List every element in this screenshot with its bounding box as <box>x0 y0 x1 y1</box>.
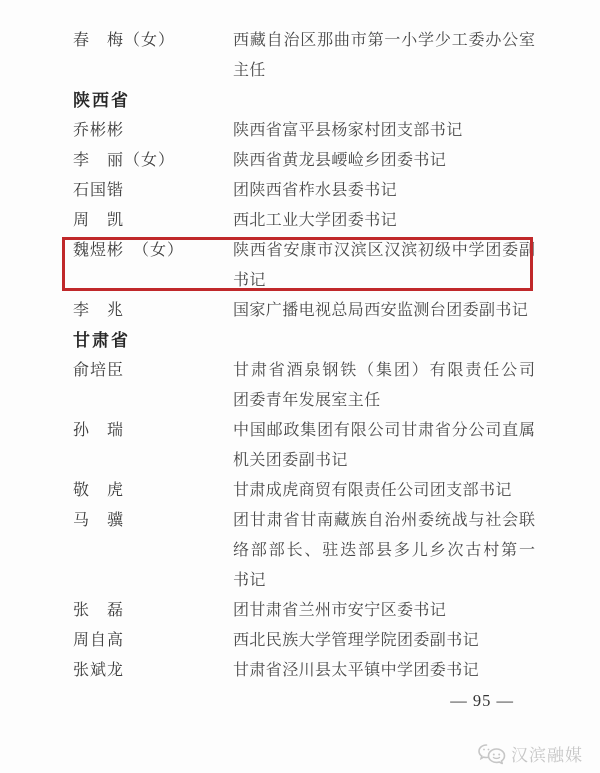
entry-name: 周 凯 <box>73 212 125 229</box>
entry-name: 周自高 <box>73 632 125 649</box>
entry-row <box>73 416 535 476</box>
entry-name: 敬 虎 <box>73 482 125 499</box>
entry-description-line: 陕西省安康市汉滨区汉滨初级中学团委副 <box>233 242 535 259</box>
watermark-text: 汉滨融媒 <box>511 746 583 765</box>
entry-description-line: 书记 <box>233 572 266 589</box>
entry-description-line: 团委青年发展室主任 <box>233 392 381 409</box>
entry-description-line: 西藏自治区那曲市第一小学少工委办公室 <box>233 32 535 49</box>
entry-description <box>233 296 535 326</box>
entry-row <box>73 296 535 326</box>
media-logo-icon <box>477 742 507 766</box>
entry-row <box>73 476 535 506</box>
section-header: 陕西省 <box>73 91 130 110</box>
entry-description-line: 甘肃省泾川县太平镇中学团委书记 <box>233 662 480 679</box>
entry-description-line: 络部部长、驻迭部县多儿乡次古村第一 <box>233 542 535 559</box>
entry-name: 春 梅（女） <box>73 32 176 49</box>
entry-description-line: 甘肃成虎商贸有限责任公司团支部书记 <box>233 482 512 499</box>
entry-row <box>73 26 535 86</box>
entry-description-line: 机关团委副书记 <box>233 452 348 469</box>
entry-name: 孙 瑞 <box>73 422 125 439</box>
entry-row <box>73 176 535 206</box>
entry-description-line: 西北工业大学团委书记 <box>233 212 398 229</box>
entry-description <box>233 176 535 206</box>
entry-name: 李 丽（女） <box>73 152 176 169</box>
entry-description <box>233 476 535 506</box>
watermark <box>477 741 583 766</box>
entry-row-highlighted <box>73 236 535 296</box>
entry-description <box>233 146 535 176</box>
entry-description <box>233 596 535 626</box>
entry-name: 俞培臣 <box>73 362 125 379</box>
entry-name: 魏煜彬 （女） <box>73 242 185 259</box>
entry-row <box>73 626 535 656</box>
entry-description <box>233 236 535 296</box>
entry-row <box>73 506 535 596</box>
entry-description-line: 主任 <box>233 62 266 79</box>
entry-row <box>73 206 535 236</box>
entry-description <box>233 626 535 656</box>
entry-description <box>233 506 535 596</box>
entry-description <box>233 416 535 476</box>
entry-description <box>233 206 535 236</box>
entry-name: 张斌龙 <box>73 662 125 679</box>
entry-name: 乔彬彬 <box>73 122 125 139</box>
entry-description-line: 国家广播电视总局西安监测台团委副书记 <box>233 302 529 319</box>
entry-description-line: 陕西省黄龙县崾崄乡团委书记 <box>233 152 447 169</box>
entry-row <box>73 116 535 146</box>
entry-description <box>233 116 535 146</box>
entry-description-line: 陕西省富平县杨家村团支部书记 <box>233 122 463 139</box>
entry-description-line: 甘肃省酒泉钢铁（集团）有限责任公司 <box>233 362 535 379</box>
entry-description-line: 团甘肃省兰州市安宁区委书记 <box>233 602 447 619</box>
page-number: — 95 — <box>450 691 514 710</box>
entry-name: 马 骥 <box>73 512 125 529</box>
section-header: 甘肃省 <box>73 331 130 350</box>
entry-name: 李 兆 <box>73 302 125 319</box>
entry-name: 石国锴 <box>73 182 125 199</box>
entry-description-line: 团甘肃省甘南藏族自治州委统战与社会联 <box>233 512 535 529</box>
entry-description-line: 团陕西省柞水县委书记 <box>233 182 398 199</box>
entry-description-line: 中国邮政集团有限公司甘肃省分公司直属 <box>233 422 535 439</box>
entry-row <box>73 356 535 416</box>
entry-name: 张 磊 <box>73 602 125 619</box>
entry-description <box>233 26 535 86</box>
entry-row <box>73 656 535 686</box>
entry-row <box>73 146 535 176</box>
entry-description <box>233 356 535 416</box>
award-list <box>73 26 535 712</box>
entry-description-line: 西北民族大学管理学院团委副书记 <box>233 632 480 649</box>
entry-description <box>233 656 535 686</box>
entry-description-line: 书记 <box>233 272 266 289</box>
entry-row <box>73 596 535 626</box>
